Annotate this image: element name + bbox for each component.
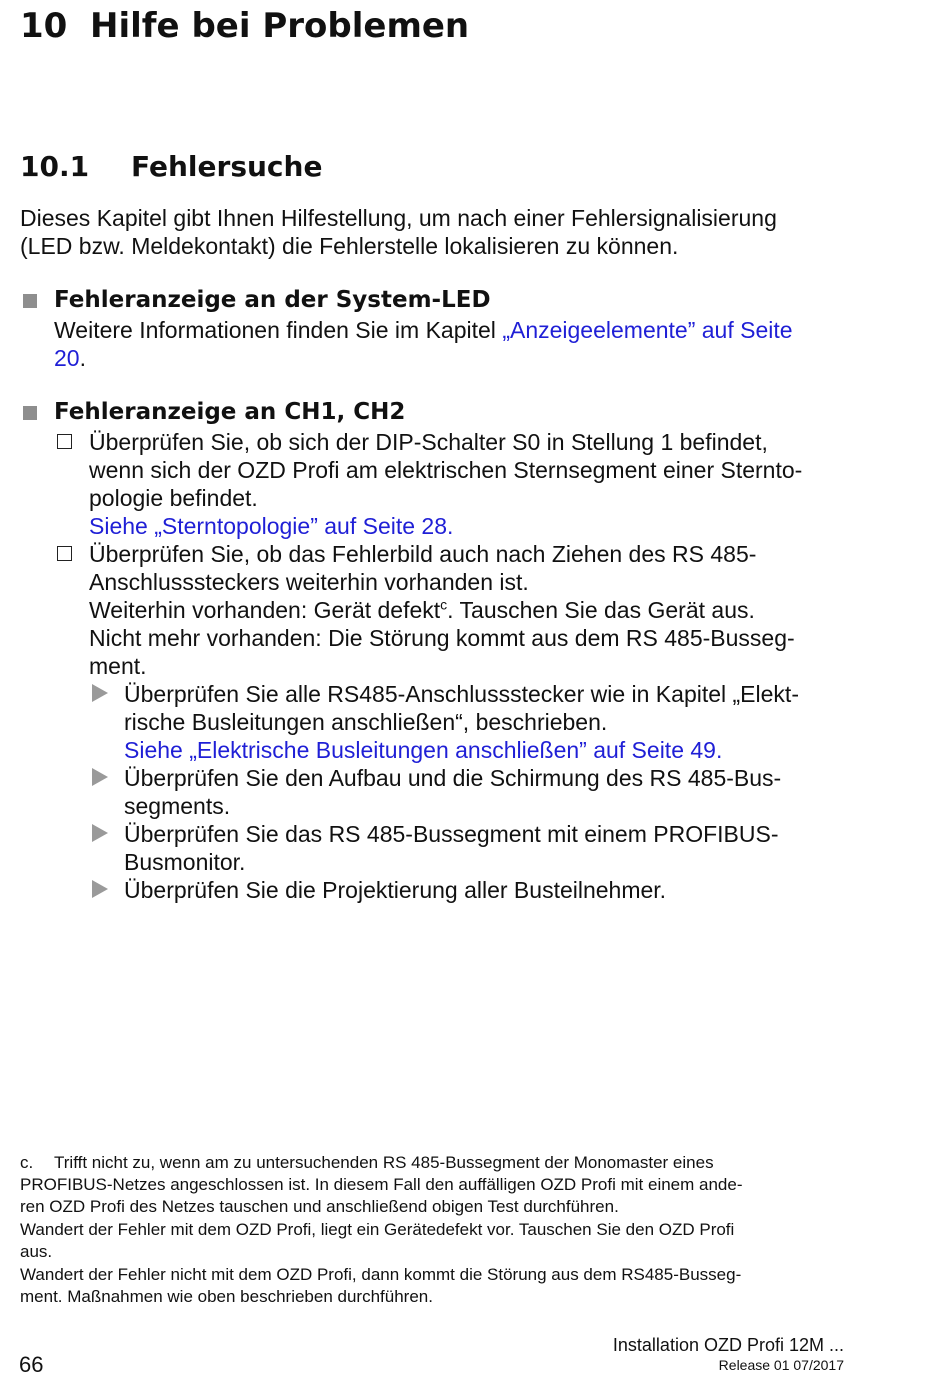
checkbox-bullet-icon — [57, 546, 72, 561]
footnote-text: Trifft nicht zu, wenn am zu untersuchenden RS 485-Bussegment der Monomaster eines — [54, 1153, 714, 1172]
item-text — [54, 316, 793, 344]
checkbox-bullet-icon — [57, 434, 72, 449]
section-number: 10.1 — [20, 150, 90, 183]
release-info: Release 01 07/2017 — [718, 1357, 844, 1373]
footnote-line — [20, 1152, 714, 1175]
section-heading — [20, 150, 322, 183]
check-line: pologie befindet. — [89, 485, 258, 511]
footnote-mark: c. — [20, 1153, 34, 1172]
check-line: Anschlusssteckers weiterhin vorhanden ist. — [89, 569, 529, 595]
footnote-line: PROFIBUS-Netzes angeschlossen ist. In diesem Fall den auffälligen OZD Profi mit einem ande- — [20, 1175, 743, 1194]
step-line: segments. — [124, 793, 231, 819]
square-bullet-icon — [23, 406, 37, 420]
defect-line — [89, 596, 755, 624]
check-line: wenn sich der OZD Profi am elektrischen Sternsegment einer Sternto- — [89, 457, 803, 483]
chapter-title: Hilfe bei Problemen — [90, 6, 470, 46]
defect-prefix: Weiterhin vorhanden: Gerät defekt — [89, 597, 441, 623]
intro-line: Dieses Kapitel gibt Ihnen Hilfestellung, um nach einer Fehlersignalisierung — [20, 205, 777, 231]
step-line: rische Busleitungen anschließen“, beschrieben. — [124, 709, 608, 735]
arrow-right-icon — [92, 684, 108, 702]
intro-line: (LED bzw. Meldekontakt) die Fehlerstelle lokalisieren zu können. — [20, 233, 679, 259]
link-sterntopologie[interactable]: Siehe „Sterntopologie” auf Seite 28. — [89, 513, 454, 539]
check-line: Nicht mehr vorhanden: Die Störung kommt aus dem RS 485-Busseg- — [89, 625, 795, 651]
step-line: Überprüfen Sie den Aufbau und die Schirmung des RS 485-Bus- — [124, 765, 782, 791]
document-title: Installation OZD Profi 12M ... — [612, 1335, 844, 1355]
footnote-line: Wandert der Fehler nicht mit dem OZD Profi, dann kommt die Störung aus dem RS485-Busseg- — [20, 1265, 742, 1284]
step-line: Überprüfen Sie alle RS485-Anschlussstecker wie in Kapitel „Elekt- — [124, 681, 799, 707]
chapter-heading — [20, 6, 469, 46]
footnote-line: ren OZD Profi des Netzes tauschen und anschließend obigen Test durchführen. — [20, 1197, 619, 1216]
defect-suffix: . Tauschen Sie das Gerät aus. — [447, 597, 755, 623]
check-line: ment. — [89, 653, 147, 679]
check-line: Überprüfen Sie, ob sich der DIP-Schalter S0 in Stellung 1 befindet, — [89, 429, 768, 455]
link-anzeigeelemente-page[interactable]: 20 — [54, 345, 80, 371]
item-heading-system-led: Fehleranzeige an der System-LED — [54, 287, 491, 313]
link-anzeigeelemente[interactable]: „Anzeigeelemente” auf Seite — [502, 317, 793, 343]
link-busleitungen[interactable]: Siehe „Elektrische Busleitungen anschließen” auf Seite 49. — [124, 737, 723, 763]
arrow-right-icon — [92, 880, 108, 898]
arrow-right-icon — [92, 824, 108, 842]
item-text-prefix: Weitere Informationen finden Sie im Kapitel — [54, 317, 503, 343]
step-line: Busmonitor. — [124, 849, 246, 875]
item-text-cont — [54, 344, 86, 372]
footnote-line: ment. Maßnahmen wie oben beschrieben durchführen. — [20, 1287, 433, 1306]
item-text-suffix: . — [79, 345, 86, 371]
arrow-right-icon — [92, 768, 108, 786]
item-heading-ch1-ch2: Fehleranzeige an CH1, CH2 — [54, 399, 406, 425]
chapter-number: 10 — [20, 6, 68, 46]
square-bullet-icon — [23, 294, 37, 308]
step-line: Überprüfen Sie das RS 485-Bussegment mit einem PROFIBUS- — [124, 821, 779, 847]
check-line: Überprüfen Sie, ob das Fehlerbild auch nach Ziehen des RS 485- — [89, 541, 757, 567]
footnote-line: Wandert der Fehler mit dem OZD Profi, liegt ein Gerätedefekt vor. Tauschen Sie den OZD Profi — [20, 1220, 735, 1239]
footnote-reference[interactable]: c — [440, 596, 448, 613]
section-title: Fehlersuche — [131, 150, 323, 183]
page-number: 66 — [19, 1352, 44, 1377]
step-line: Überprüfen Sie die Projektierung aller Busteilnehmer. — [124, 877, 667, 903]
footnote-line: aus. — [20, 1242, 53, 1261]
